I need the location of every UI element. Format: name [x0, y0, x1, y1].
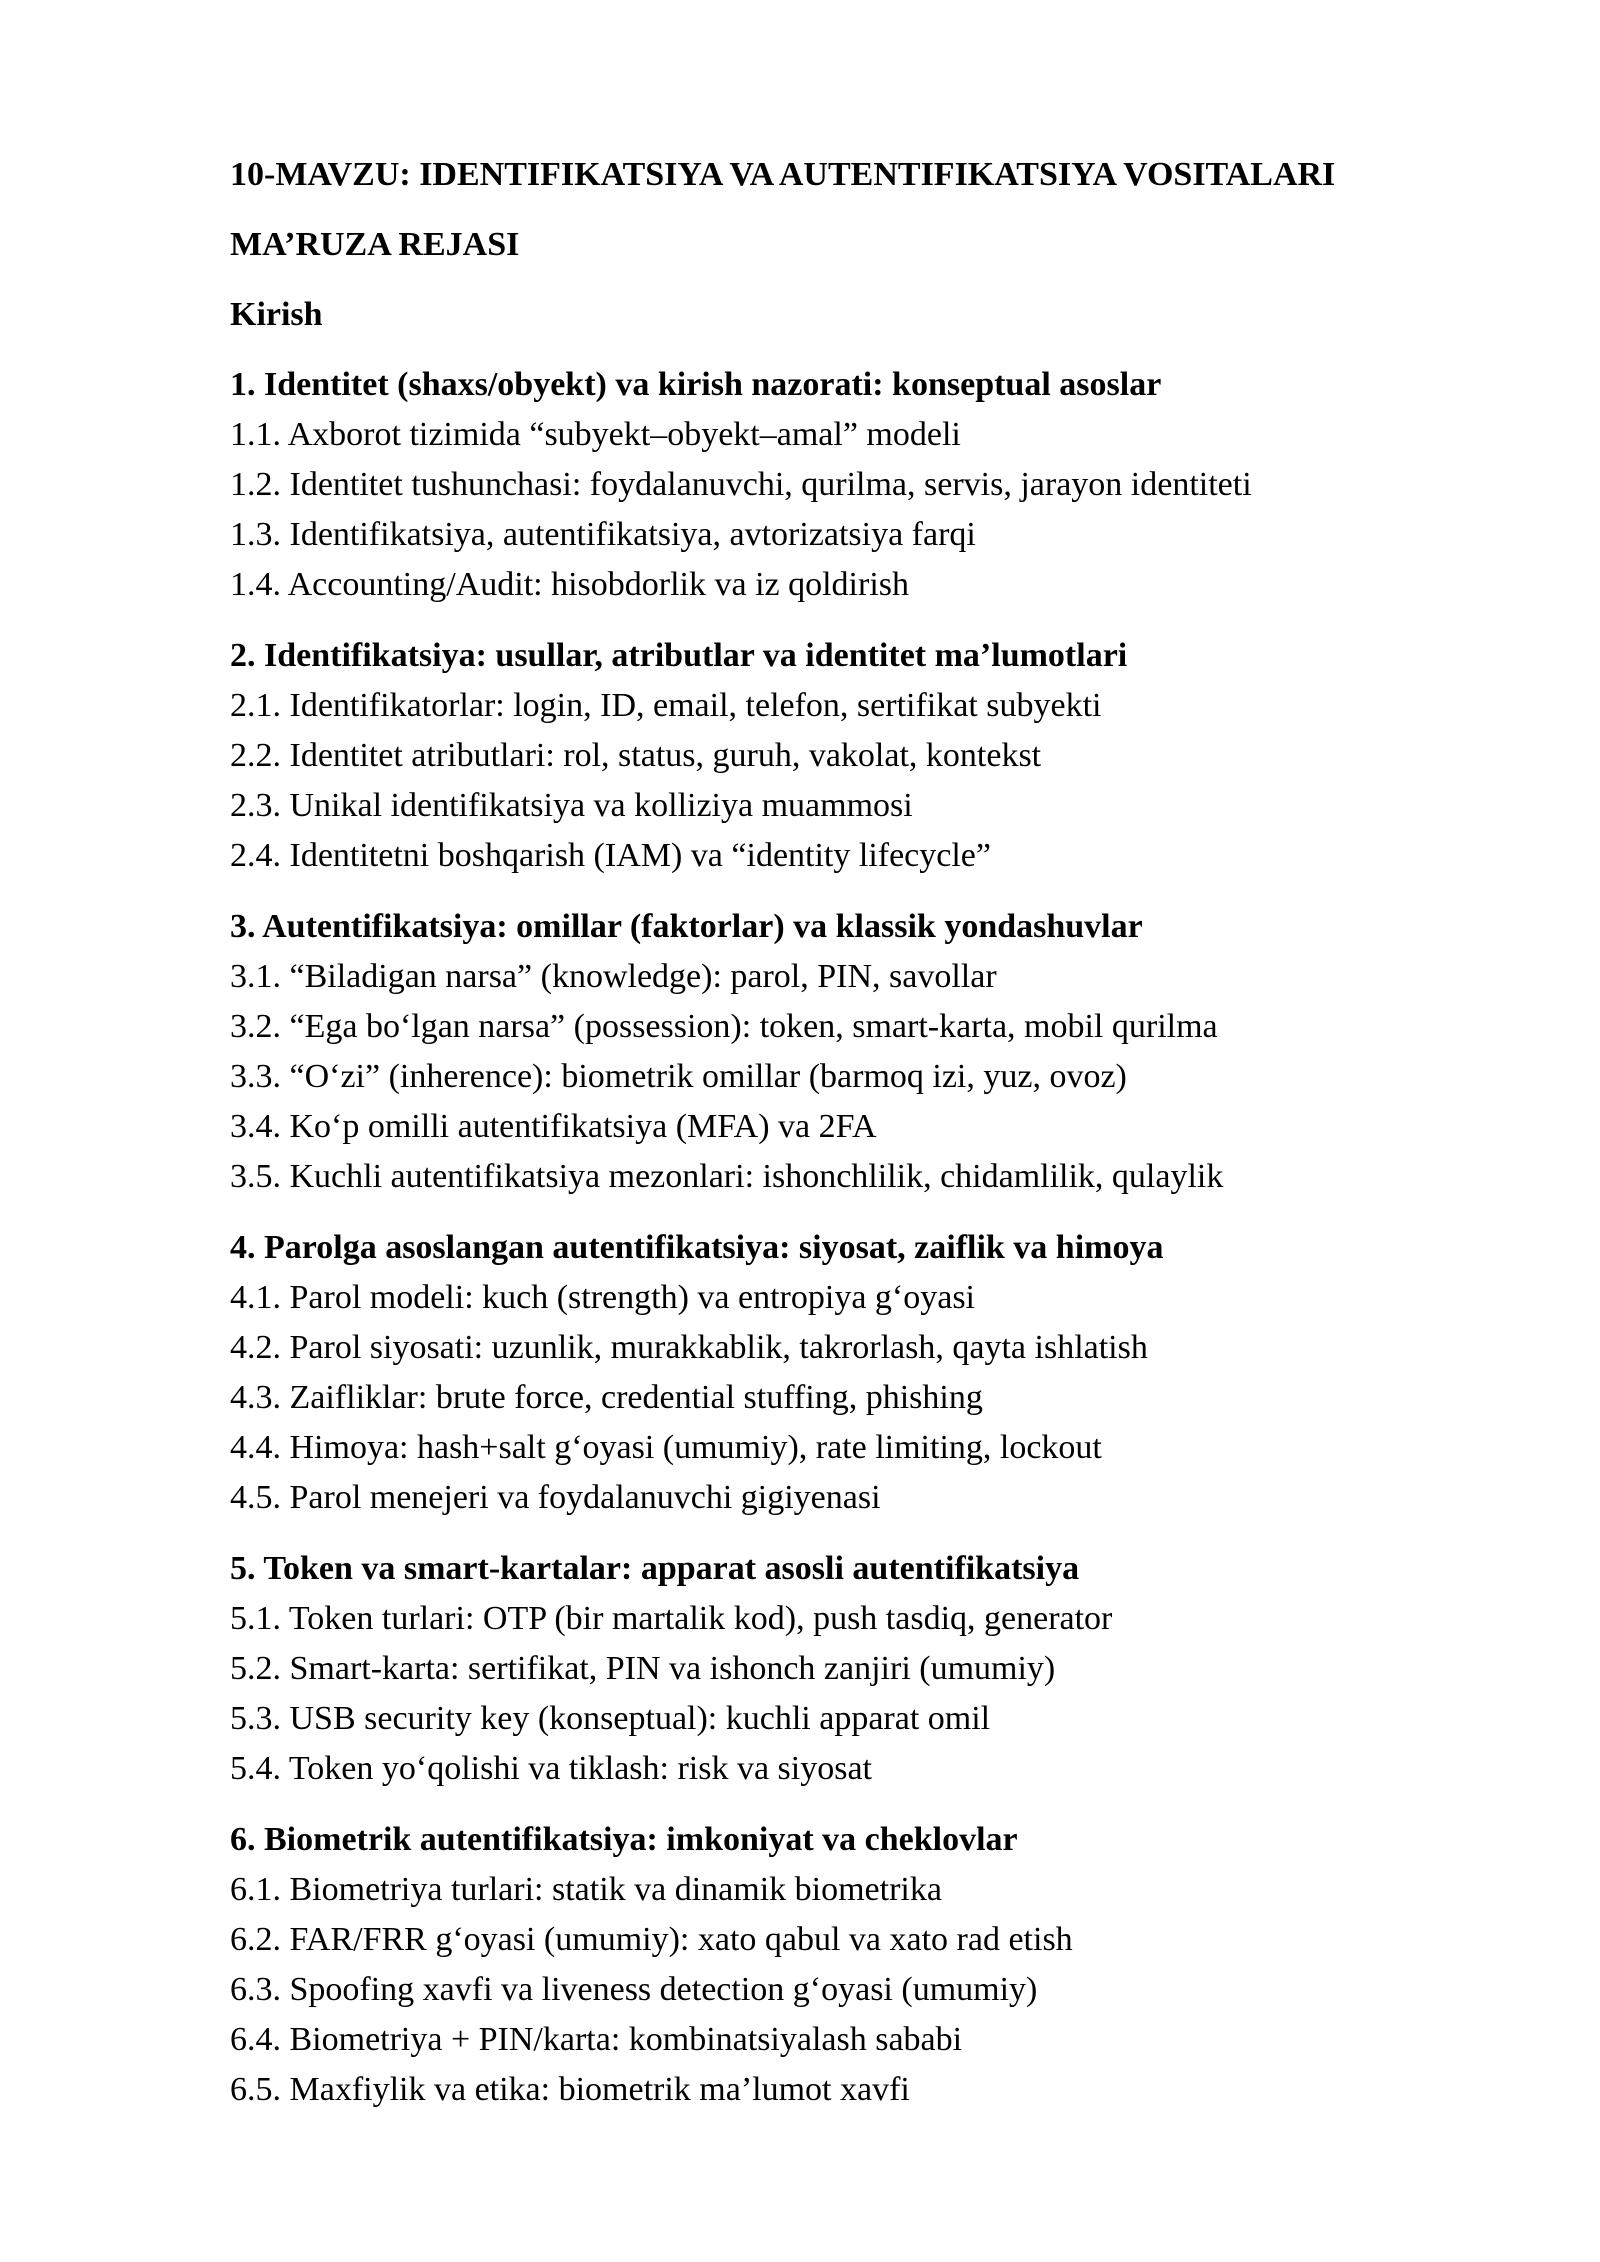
section-title: 3. Autentifikatsiya: omillar (faktorlar) va klassik yondashuvlar	[230, 908, 1143, 945]
section-1	[230, 360, 1530, 610]
list-item: 5.3. USB security key (konseptual): kuchli apparat omil	[230, 1700, 991, 1737]
list-item: 6.3. Spoofing xavfi va liveness detection g‘oyasi (umumiy)	[230, 1971, 1038, 2008]
list-item: 4.4. Himoya: hash+salt g‘oyasi (umumiy), rate limiting, lockout	[230, 1429, 1102, 1466]
list-item: 5.2. Smart-karta: sertifikat, PIN va ishonch zanjiri (umumiy)	[230, 1650, 1056, 1687]
list-item: 2.3. Unikal identifikatsiya va kolliziya muammosi	[230, 787, 913, 824]
intro-heading: Kirish	[230, 296, 323, 333]
list-item: 3.5. Kuchli autentifikatsiya mezonlari: ishonchlilik, chidamlilik, qulaylik	[230, 1158, 1224, 1195]
list-item: 2.4. Identitetni boshqarish (IAM) va “identity lifecycle”	[230, 837, 991, 874]
list-item: 3.1. “Biladigan narsa” (knowledge): parol, PIN, savollar	[230, 958, 997, 995]
section-3	[230, 902, 1530, 1202]
list-item: 4.1. Parol modeli: kuch (strength) va entropiya g‘oyasi	[230, 1279, 975, 1316]
section-title: 5. Token va smart-kartalar: apparat asosli autentifikatsiya	[230, 1550, 1080, 1587]
list-item: 3.2. “Ega bo‘lgan narsa” (possession): token, smart-karta, mobil qurilma	[230, 1008, 1218, 1045]
list-item: 1.1. Axborot tizimida “subyekt–obyekt–amal” modeli	[230, 416, 961, 453]
list-item: 1.2. Identitet tushunchasi: foydalanuvchi, qurilma, servis, jarayon identiteti	[230, 466, 1252, 503]
section-title: 6. Biometrik autentifikatsiya: imkoniyat va cheklovlar	[230, 1821, 1018, 1858]
section-5	[230, 1544, 1530, 1794]
list-item: 1.3. Identifikatsiya, autentifikatsiya, avtorizatsiya farqi	[230, 516, 976, 553]
list-item: 5.4. Token yo‘qolishi va tiklash: risk va siyosat	[230, 1750, 872, 1787]
document-page	[230, 150, 1530, 2136]
document-title: 10-MAVZU: IDENTIFIKATSIYA VA AUTENTIFIKATSIYA VOSITALARI	[230, 156, 1336, 193]
section-2	[230, 631, 1530, 881]
section-6	[230, 1815, 1530, 2115]
list-item: 4.2. Parol siyosati: uzunlik, murakkablik, takrorlash, qayta ishlatish	[230, 1329, 1148, 1366]
list-item: 6.2. FAR/FRR g‘oyasi (umumiy): xato qabul va xato rad etish	[230, 1921, 1073, 1958]
plan-heading: MA’RUZA REJASI	[230, 226, 520, 263]
list-item: 6.1. Biometriya turlari: statik va dinamik biometrika	[230, 1871, 942, 1908]
section-title: 4. Parolga asoslangan autentifikatsiya: siyosat, zaiflik va himoya	[230, 1229, 1164, 1266]
list-item: 3.3. “O‘zi” (inherence): biometrik omillar (barmoq izi, yuz, ovoz)	[230, 1058, 1127, 1095]
list-item: 3.4. Ko‘p omilli autentifikatsiya (MFA) va 2FA	[230, 1108, 877, 1145]
list-item: 2.2. Identitet atributlari: rol, status, guruh, vakolat, kontekst	[230, 737, 1042, 774]
section-4	[230, 1223, 1530, 1523]
list-item: 6.5. Maxfiylik va etika: biometrik ma’lumot xavfi	[230, 2071, 910, 2108]
list-item: 6.4. Biometriya + PIN/karta: kombinatsiyalash sababi	[230, 2021, 963, 2058]
list-item: 4.3. Zaifliklar: brute force, credential stuffing, phishing	[230, 1379, 983, 1416]
list-item: 4.5. Parol menejeri va foydalanuvchi gigiyenasi	[230, 1479, 881, 1516]
list-item: 1.4. Accounting/Audit: hisobdorlik va iz qoldirish	[230, 566, 910, 603]
section-title: 1. Identitet (shaxs/obyekt) va kirish nazorati: konseptual asoslar	[230, 366, 1162, 403]
section-title: 2. Identifikatsiya: usullar, atributlar va identitet ma’lumotlari	[230, 637, 1128, 674]
list-item: 2.1. Identifikatorlar: login, ID, email, telefon, sertifikat subyekti	[230, 687, 1102, 724]
list-item: 5.1. Token turlari: OTP (bir martalik kod), push tasdiq, generator	[230, 1600, 1113, 1637]
